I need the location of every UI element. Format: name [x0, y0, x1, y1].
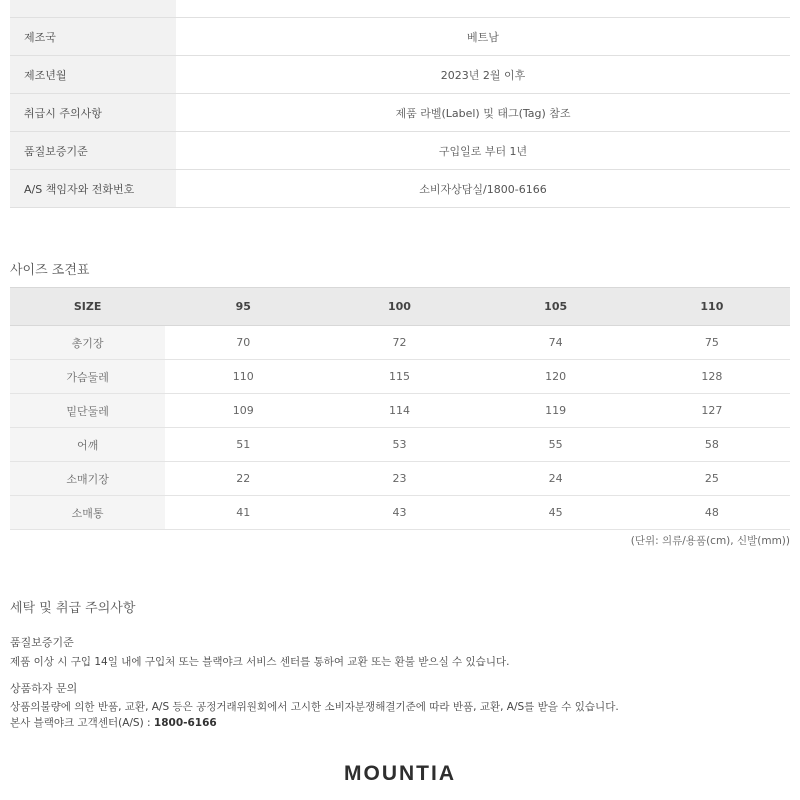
- size-cell: 48: [634, 496, 790, 530]
- size-cell: 45: [478, 496, 634, 530]
- size-cell: 110: [165, 360, 321, 394]
- size-cell: 소매기장: [10, 462, 165, 496]
- info-row: [10, 56, 790, 94]
- size-cell: 밑단둘레: [10, 394, 165, 428]
- size-cell: 25: [634, 462, 790, 496]
- quality-title: 품질보증기준: [10, 636, 74, 649]
- product-info-table: [10, 0, 790, 208]
- size-row: [10, 326, 790, 360]
- size-column-header: 110: [634, 288, 790, 326]
- size-cell: 72: [321, 326, 477, 360]
- size-chart-title: 사이즈 조견표: [10, 263, 90, 278]
- info-label: [10, 0, 176, 18]
- size-cell: 가슴둘레: [10, 360, 165, 394]
- size-row: [10, 462, 790, 496]
- info-label: 제조년월: [10, 56, 176, 94]
- size-header-row: [10, 288, 790, 326]
- quality-text: 제품 이상 시 구입 14일 내에 구입처 또는 블랙야크 서비스 센터를 통하여 교환 또는 환불 받으실 수 있습니다.: [10, 656, 510, 668]
- size-column-header: 105: [478, 288, 634, 326]
- info-row: [10, 0, 790, 18]
- info-value: [176, 0, 790, 18]
- info-row: [10, 18, 790, 56]
- size-row: [10, 496, 790, 530]
- size-cell: 109: [165, 394, 321, 428]
- size-cell: 24: [478, 462, 634, 496]
- size-cell: 23: [321, 462, 477, 496]
- size-cell: 75: [634, 326, 790, 360]
- size-cell: 53: [321, 428, 477, 462]
- info-value: 베트남: [176, 18, 790, 56]
- info-value: 제품 라벨(Label) 및 태그(Tag) 참조: [176, 94, 790, 132]
- size-cell: 127: [634, 394, 790, 428]
- care-title: 세탁 및 취급 주의사항: [10, 601, 136, 616]
- unit-note: (단위: 의류/용품(cm), 신발(mm)): [630, 535, 790, 547]
- size-cell: 총기장: [10, 326, 165, 360]
- size-column-header: 100: [321, 288, 477, 326]
- size-cell: 115: [321, 360, 477, 394]
- size-chart-table: [10, 287, 790, 530]
- size-cell: 51: [165, 428, 321, 462]
- brand-logo: MOUNTIA: [344, 762, 456, 785]
- size-row: [10, 360, 790, 394]
- size-cell: 74: [478, 326, 634, 360]
- info-row: [10, 170, 790, 208]
- size-cell: 128: [634, 360, 790, 394]
- defect-title: 상품하자 문의: [10, 682, 78, 695]
- size-cell: 120: [478, 360, 634, 394]
- info-row: [10, 132, 790, 170]
- service-center-line: [10, 715, 217, 730]
- size-cell: 22: [165, 462, 321, 496]
- info-value: 구입일로 부터 1년: [176, 132, 790, 170]
- info-value: 소비자상담실/1800-6166: [176, 170, 790, 208]
- info-label: 취급시 주의사항: [10, 94, 176, 132]
- size-cell: 58: [634, 428, 790, 462]
- info-label: 제조국: [10, 18, 176, 56]
- size-cell: 소매통: [10, 496, 165, 530]
- size-cell: 어깨: [10, 428, 165, 462]
- size-cell: 41: [165, 496, 321, 530]
- service-center-phone: 1800-6166: [153, 717, 217, 729]
- size-row: [10, 394, 790, 428]
- defect-text: 상품의불량에 의한 반품, 교환, A/S 등은 공정거래위원회에서 고시한 소비자분쟁해결기준에 따라 반품, 교환, A/S를 받을 수 있습니다.: [10, 701, 619, 713]
- info-label: 품질보증기준: [10, 132, 176, 170]
- size-column-header: SIZE: [10, 288, 165, 326]
- service-center-label: 본사 블랙야크 고객센터(A/S) :: [10, 717, 154, 729]
- size-cell: 70: [165, 326, 321, 360]
- info-row: [10, 94, 790, 132]
- size-row: [10, 428, 790, 462]
- info-value: 2023년 2월 이후: [176, 56, 790, 94]
- info-label: A/S 책임자와 전화번호: [10, 170, 176, 208]
- size-cell: 43: [321, 496, 477, 530]
- size-column-header: 95: [165, 288, 321, 326]
- size-cell: 114: [321, 394, 477, 428]
- size-cell: 55: [478, 428, 634, 462]
- size-cell: 119: [478, 394, 634, 428]
